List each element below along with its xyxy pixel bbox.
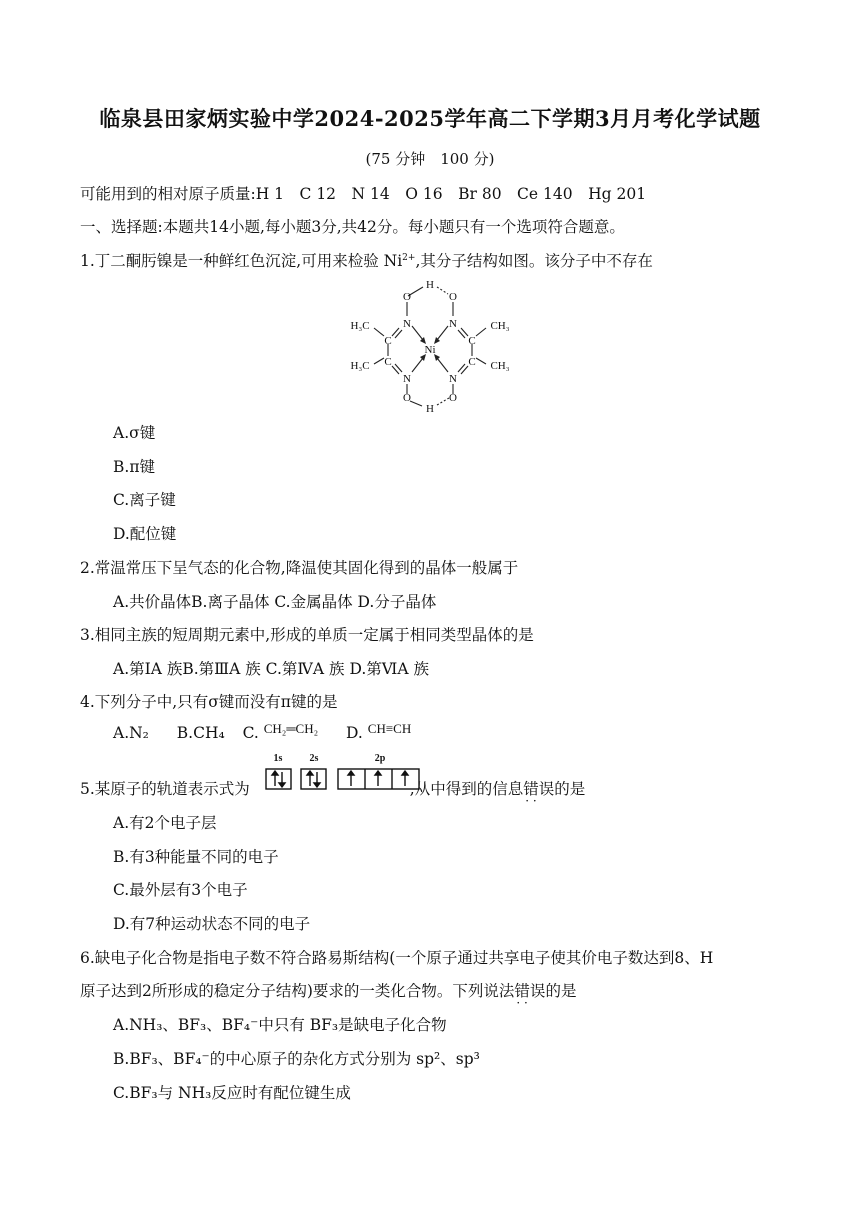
orbital-label-2s: 2s <box>309 753 319 764</box>
q6-stem-part-a: 原子达到2所形成的稳定分子结构)要求的一类化合物。下列说法 <box>80 982 515 1000</box>
nickel-dimethylglyoxime-structure <box>340 278 520 414</box>
atom-n-1: N <box>403 318 411 330</box>
q1-charge: 2+ <box>402 252 416 263</box>
atom-h-top: H <box>426 279 434 291</box>
q4-option-c-formula: CH₂═CH₂ <box>263 721 319 736</box>
question-3-stem: 3.相同主族的短周期元素中,形成的单质一定属于相同类型晶体的是 <box>80 626 534 644</box>
q1-option-d: D.配位键 <box>113 525 177 543</box>
q4-option-d-formula: CH≡CH <box>367 721 412 736</box>
q5-option-a: A.有2个电子层 <box>113 814 217 832</box>
q5-stem-part-a: 5.某原子的轨道表示式为 <box>80 780 250 798</box>
atom-n-4: N <box>449 373 457 385</box>
page-title: 临泉县田家炳实验中学2024-2025学年高二下学期3月月考化学试题 <box>99 106 761 131</box>
atom-c-1: C <box>384 335 392 347</box>
q5-option-c: C.最外层有3个电子 <box>113 881 248 899</box>
q4-options <box>113 721 412 742</box>
q5-option-d: D.有7种运动状态不同的电子 <box>113 915 311 933</box>
atomic-masses-line: 可能用到的相对原子质量:H 1 C 12 N 14 O 16 Br 80 Ce 140 Hg 201 <box>80 185 647 203</box>
atom-h-bottom: H <box>426 403 434 414</box>
atom-c-2: C <box>468 335 476 347</box>
q1-option-b: B.π键 <box>113 458 156 476</box>
atom-ni: Ni <box>424 344 436 356</box>
section-heading: 一、选择题:本题共14小题,每小题3分,共42分。每小题只有一个选项符合题意。 <box>80 218 625 236</box>
q2-options: A.共价晶体B.离子晶体 C.金属晶体 D.分子晶体 <box>113 593 437 611</box>
question-1-stem <box>80 249 653 271</box>
question-6-stem-line-1: 6.缺电子化合物是指电子数不符合路易斯结构(一个原子通过共享电子使其价电子数达到8、H <box>80 949 714 967</box>
atom-o-1: O <box>403 291 411 303</box>
atom-n-2: N <box>449 318 457 330</box>
question-4-stem: 4.下列分子中,只有σ键而没有π键的是 <box>80 693 338 711</box>
q5-option-b: B.有3种能量不同的电子 <box>113 848 279 866</box>
orbital-label-1s: 1s <box>273 753 283 764</box>
q6-emphasized-word: 错误 · · <box>514 982 545 1000</box>
methyl-group-1: H₃C <box>350 320 370 332</box>
q3-options: A.第ⅠA 族B.第ⅢA 族 C.第ⅣA 族 D.第ⅥA 族 <box>113 660 429 678</box>
q5-stem-part-b: ,从中得到的信息 <box>409 780 524 798</box>
atom-o-2: O <box>449 291 457 303</box>
q5-emphasized-word: 错误 · · <box>523 780 554 798</box>
q4-option-d-label: D. <box>346 724 363 742</box>
q5-stem-part-c: 的是 <box>554 780 586 798</box>
atom-o-3: O <box>403 392 411 404</box>
atom-c-4: C <box>468 356 476 368</box>
exam-duration-score: (75 分钟 100 分) <box>365 150 495 168</box>
q1-option-a: A.σ键 <box>113 424 156 442</box>
atom-c-3: C <box>384 356 392 368</box>
atom-o-4: O <box>449 392 457 404</box>
q6-option-c: C.BF₃与 NH₃反应时有配位键生成 <box>113 1084 351 1102</box>
q1-stem-part-a: 1.丁二酮肟镍是一种鲜红色沉淀,可用来检验 Ni <box>80 252 403 270</box>
q6-option-a: A.NH₃、BF₃、BF₄⁻中只有 BF₃是缺电子化合物 <box>113 1016 447 1034</box>
atom-n-3: N <box>403 373 411 385</box>
q6-option-b: B.BF₃、BF₄⁻的中心原子的杂化方式分别为 sp²、sp³ <box>113 1050 480 1068</box>
q6-stem-part-b: 的是 <box>545 982 577 1000</box>
methyl-group-4: CH₃ <box>490 360 510 372</box>
q4-option-c-label: C. <box>242 724 259 742</box>
q1-stem-part-b: ,其分子结构如图。该分子中不存在 <box>415 252 653 270</box>
q4-option-b: B.CH₄ <box>176 724 225 742</box>
methyl-group-2: H₃C <box>350 360 370 372</box>
methyl-group-3: CH₃ <box>490 320 510 332</box>
q4-option-a: A.N₂ <box>113 724 149 742</box>
question-6-stem-line-2 <box>80 979 576 1001</box>
q1-option-c: C.离子键 <box>113 491 176 509</box>
orbital-label-2p: 2p <box>374 753 386 764</box>
orbital-diagram <box>264 752 422 794</box>
question-2-stem: 2.常温常压下呈气态的化合物,降温使其固化得到的晶体一般属于 <box>80 559 519 577</box>
